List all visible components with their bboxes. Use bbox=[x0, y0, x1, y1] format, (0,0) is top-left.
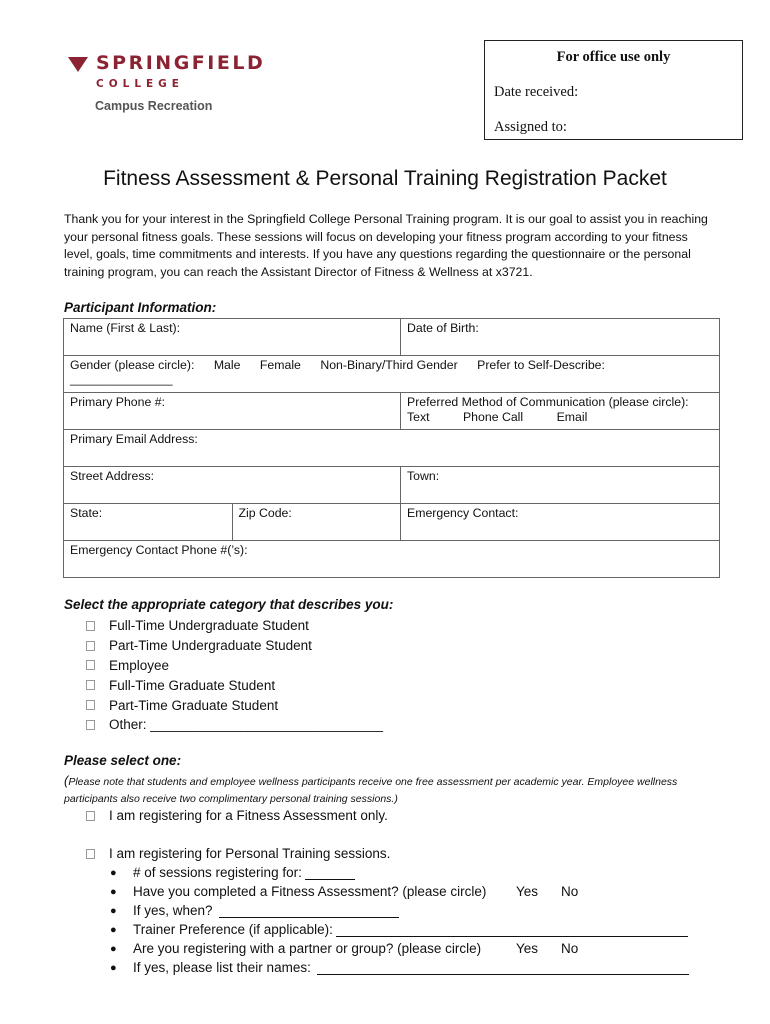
street-field[interactable] bbox=[64, 467, 401, 504]
page-title: Fitness Assessment & Personal Training Registration Packet bbox=[103, 167, 667, 190]
college-logo bbox=[68, 52, 265, 113]
email-label: Primary Email Address: bbox=[70, 432, 198, 446]
emergency-contact-field[interactable] bbox=[401, 504, 720, 541]
name-label: Name (First & Last): bbox=[70, 321, 181, 335]
gender-option-self-describe[interactable]: Prefer to Self-Describe: _______________ bbox=[70, 358, 605, 386]
category-item[interactable]: Part-Time Graduate Student bbox=[86, 695, 383, 715]
email-field[interactable] bbox=[64, 430, 720, 467]
list-item: ● Have you completed a Fitness Assessment? (please circle) Yes No bbox=[110, 884, 579, 899]
gender-field bbox=[64, 356, 720, 393]
category-item[interactable]: Other: _______________________________ bbox=[86, 715, 383, 735]
category-item[interactable]: Part-Time Undergraduate Student bbox=[86, 636, 383, 656]
select-one-note: (Please note that students and employee wellness participants receive one free assessment per academic year. Employee wellness participants also receive two complimentary personal training sessions.) bbox=[64, 773, 678, 805]
checkbox-icon[interactable] bbox=[86, 720, 95, 730]
state-field[interactable] bbox=[64, 504, 233, 541]
office-use-heading: For office use only bbox=[556, 49, 671, 65]
communication-field bbox=[401, 393, 720, 430]
bullet-icon: ● bbox=[110, 866, 117, 879]
category-list bbox=[86, 616, 383, 735]
gender-option-male[interactable]: Male bbox=[213, 358, 241, 372]
comm-option-email[interactable]: Email bbox=[556, 410, 588, 424]
bullet-icon: ● bbox=[110, 885, 117, 898]
checkbox-icon[interactable] bbox=[86, 700, 95, 710]
option-fitness-assessment[interactable]: I am registering for a Fitness Assessment only. bbox=[86, 808, 388, 823]
office-use-box bbox=[484, 40, 743, 140]
phone-field[interactable] bbox=[64, 393, 401, 430]
zip-label: Zip Code: bbox=[238, 506, 292, 520]
dob-label: Date of Birth: bbox=[407, 321, 479, 335]
trainer-input[interactable] bbox=[336, 923, 688, 937]
emergency-phone-field[interactable] bbox=[64, 541, 720, 578]
completed-yes-option[interactable]: Yes bbox=[516, 884, 539, 899]
select-one-heading: Please select one: bbox=[64, 753, 182, 768]
names-input[interactable] bbox=[317, 961, 689, 975]
zip-field[interactable] bbox=[232, 504, 401, 541]
checkbox-icon[interactable] bbox=[86, 660, 95, 670]
bullet-icon: ● bbox=[110, 904, 117, 917]
sessions-input[interactable] bbox=[305, 866, 355, 880]
assigned-to-field[interactable]: Assigned to: bbox=[494, 119, 567, 135]
partner-no-option[interactable]: No bbox=[561, 941, 579, 956]
category-item[interactable]: Employee bbox=[86, 656, 383, 676]
option-personal-training[interactable]: I am registering for Personal Training sessions. bbox=[86, 846, 390, 861]
town-label: Town: bbox=[407, 469, 440, 483]
bullet-icon: ● bbox=[110, 961, 117, 974]
intro-paragraph: Thank you for your interest in the Springfield College Personal Training program. It is our goal to assist you in reaching your personal fitness goals. These sessions will focus on developing your fitness program according to your fitness level, goals, time commitments and interests. If you have any questions regarding the questionnaire or the personal training program, you can reach the Assistant Director of Fitness & Wellness at x3721. bbox=[64, 212, 708, 279]
bullet-icon: ● bbox=[110, 923, 117, 936]
checkbox-icon[interactable] bbox=[86, 811, 95, 821]
checkbox-icon[interactable] bbox=[86, 680, 95, 690]
list-item: ● If yes, please list their names: bbox=[110, 958, 689, 977]
logo-college: COLLEGE bbox=[96, 78, 184, 90]
logo-department: Campus Recreation bbox=[95, 99, 213, 113]
emergency-phone-label: Emergency Contact Phone #(’s): bbox=[70, 543, 248, 557]
training-details-list bbox=[110, 863, 689, 977]
comm-option-text[interactable]: Text bbox=[407, 410, 430, 424]
participant-heading: Participant Information: bbox=[64, 300, 217, 315]
gender-option-female[interactable]: Female bbox=[259, 358, 301, 372]
gender-label: Gender (please circle): bbox=[70, 358, 195, 372]
phone-label: Primary Phone #: bbox=[70, 395, 166, 409]
list-item: ● Trainer Preference (if applicable): bbox=[110, 920, 689, 939]
bullet-icon: ● bbox=[110, 942, 117, 955]
when-input[interactable] bbox=[219, 904, 399, 918]
communication-label: Preferred Method of Communication (please circle): bbox=[407, 395, 689, 409]
name-field[interactable] bbox=[64, 319, 401, 356]
checkbox-icon[interactable] bbox=[86, 849, 95, 859]
category-item[interactable]: Full-Time Graduate Student bbox=[86, 675, 383, 695]
checkbox-icon[interactable] bbox=[86, 621, 95, 631]
participant-table bbox=[63, 318, 720, 578]
list-item: ● Are you registering with a partner or group? (please circle) Yes No bbox=[110, 941, 579, 956]
category-item[interactable]: Full-Time Undergraduate Student bbox=[86, 616, 383, 636]
list-item: ● # of sessions registering for: bbox=[110, 863, 689, 882]
comm-option-phone-call[interactable]: Phone Call bbox=[462, 410, 524, 424]
date-received-field[interactable]: Date received: bbox=[494, 84, 579, 100]
gender-option-nonbinary[interactable]: Non-Binary/Third Gender bbox=[320, 358, 458, 372]
category-heading: Select the appropriate category that describes you: bbox=[64, 597, 394, 612]
town-field[interactable] bbox=[401, 467, 720, 504]
checkbox-icon[interactable] bbox=[86, 641, 95, 651]
completed-no-option[interactable]: No bbox=[561, 884, 579, 899]
street-label: Street Address: bbox=[70, 469, 155, 483]
dob-field[interactable] bbox=[401, 319, 720, 356]
emergency-contact-label: Emergency Contact: bbox=[407, 506, 519, 520]
list-item: ● If yes, when? bbox=[110, 901, 689, 920]
logo-triangle-icon bbox=[68, 57, 88, 72]
partner-yes-option[interactable]: Yes bbox=[516, 941, 539, 956]
logo-brand: SPRINGFIELD bbox=[96, 52, 266, 74]
state-label: State: bbox=[70, 506, 103, 520]
